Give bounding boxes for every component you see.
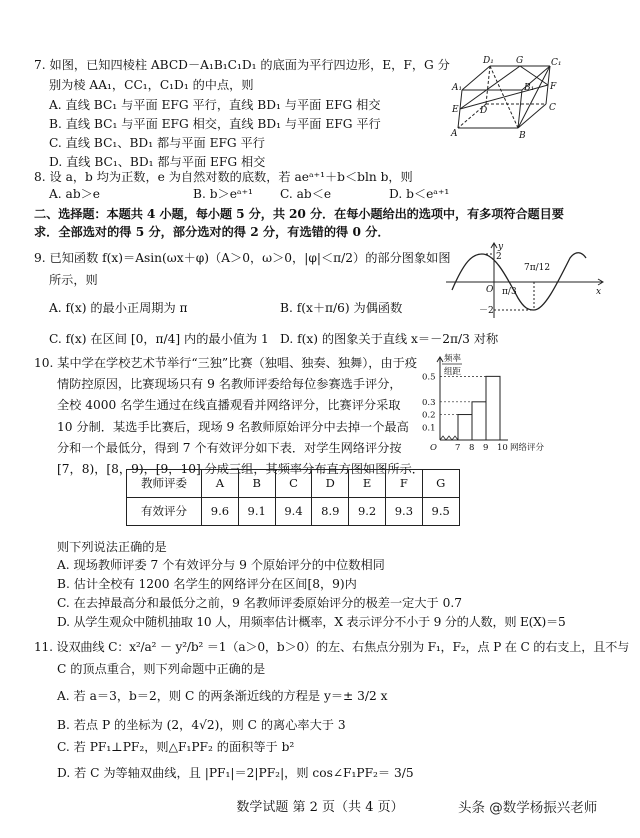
q10-option-d: D. 从学生观众中随机抽取 10 人，用频率估计概率，X 表示评分不小于 9 分的人数，则 E(X)＝5	[57, 615, 566, 629]
q9-x-tick-pi3: π/3	[502, 287, 517, 297]
q8-option-b: B. b＞eᵃ⁺¹	[193, 187, 253, 201]
q11-stem-line1: 11. 设双曲线 C：x²/a² － y²/b² ＝1（a＞0，b＞0）的左、右焦点分别为 F₁，F₂，点 P 在 C 的右支上，且不与	[34, 640, 630, 654]
table-score: 9.1	[238, 498, 275, 526]
q10-prompt: 则下列说法正确的是	[57, 540, 167, 554]
label-e: E	[452, 105, 459, 115]
q10-option-a: A. 现场教师评委 7 个有效评分与 9 个原始评分的中位数相同	[57, 558, 385, 572]
q8-stem: 8. 设 a，b 均为正数，e 为自然对数的底数，若 aeᵃ⁺¹＋b＜bln b，则	[34, 170, 413, 184]
label-b1: B₁	[524, 83, 535, 93]
q11-option-b: B. 若点 P 的坐标为 (2，4√2)，则 C 的离心率大于 3	[57, 718, 346, 732]
q10-histogram	[420, 352, 560, 462]
hist-x-tick: 9	[483, 443, 489, 453]
table-judge: F	[385, 470, 422, 498]
label-d1: D₁	[483, 56, 494, 66]
q10-line3: 全校 4000 名学生通过在线直播观看并网络评分，比赛评分采取	[57, 398, 401, 412]
q10-line6: [7，8)，[8，9)，[9，10] 分成三组，其频率分布直方图如图所示．	[57, 462, 424, 476]
q11-option-d: D. 若 C 为等轴双曲线，且 |PF₁|＝2|PF₂|，则 cos∠F₁PF₂＝ 3/5	[57, 766, 414, 780]
q10-line1: 10. 某中学在学校艺术节举行“三独”比赛（独唱、独奏、独舞），由于疫	[34, 356, 418, 370]
label-c: C	[549, 103, 556, 113]
page-footer: 数学试题 第 2 页（共 4 页）	[236, 800, 404, 815]
q10-line4: 10 分制．某选手比赛后，现场 9 名教师原始评分中去掉一个最高	[57, 420, 409, 434]
q9-x-tick-7pi12: 7π/12	[524, 263, 551, 273]
q9-option-b: B. f(x＋π/6) 为偶函数	[280, 301, 403, 315]
q9-option-d: D. f(x) 的图象关于直线 x＝－2π/3 对称	[280, 332, 499, 346]
q9-option-a: A. f(x) 的最小正周期为 π	[49, 301, 188, 315]
table-header-row	[127, 470, 460, 498]
table-judge: D	[312, 470, 349, 498]
table-judge: B	[238, 470, 275, 498]
q7-stem-line1: 7. 如图，已知四棱柱 ABCD－A₁B₁C₁D₁ 的底面为平行四边形，E，F，G 分	[34, 58, 450, 72]
table-score: 9.3	[385, 498, 422, 526]
hist-x-title: 网络评分	[510, 443, 545, 453]
q9-origin-label: O	[486, 285, 494, 295]
table-score: 9.6	[202, 498, 239, 526]
label-a: A	[451, 129, 458, 139]
label-a1: A₁	[452, 83, 463, 93]
q7-option-b: B. 直线 BC₁ 与平面 EFG 相交，直线 BD₁ 与平面 EFG 平行	[49, 117, 381, 131]
q8-option-a: A. ab＞e	[49, 187, 101, 201]
hist-y-title-top: 频率	[444, 354, 462, 364]
table-score: 9.2	[349, 498, 386, 526]
q10-option-b: B. 估计全校有 1200 名学生的网络评分在区间[8，9)内	[57, 577, 357, 591]
hist-x-tick: 7	[455, 443, 461, 453]
hist-bar-0	[458, 415, 472, 440]
table-score-row	[127, 498, 460, 526]
q9-y-tick-neg: －2	[479, 306, 494, 316]
q7-option-a: A. 直线 BC₁ 与平面 EFG 平行，直线 BD₁ 与平面 EFG 相交	[49, 98, 381, 112]
section2-header-line1: 二、选择题：本题共 4 小题，每小题 5 分，共 20 分．在每小题给出的选项中，有多项符合题目要	[34, 207, 564, 221]
label-d: D	[480, 106, 488, 116]
hist-origin: O	[430, 443, 437, 453]
table-judge: E	[349, 470, 386, 498]
section2-header-line2: 求．全部选对的得 5 分，部分选对的得 2 分，有选错的得 0 分．	[34, 225, 390, 239]
table-score: 9.4	[275, 498, 312, 526]
q11-option-a: A. 若 a＝3，b＝2，则 C 的两条渐近线的方程是 y＝± 3/2 x	[57, 689, 388, 703]
q10-score-table	[126, 469, 460, 526]
label-g: G	[516, 56, 524, 66]
q9-y-axis-label: y	[498, 242, 504, 252]
label-c1: C₁	[551, 58, 562, 68]
watermark: 头条 @数学杨振兴老师	[458, 800, 598, 816]
label-f: F	[550, 82, 557, 92]
q7-option-d: D. 直线 BC₁、BD₁ 都与平面 EFG 相交	[49, 155, 266, 169]
hist-axis-break	[446, 436, 458, 440]
table-score: 9.5	[422, 498, 459, 526]
q10-line2: 情防控原因，比赛现场只有 9 名教师评委给每位参赛选手评分，	[57, 377, 402, 391]
q9-stem-line1: 9. 已知函数 f(x)＝Asin(ωx＋φ)（A＞0，ω＞0，|φ|＜π/2）的部分图象如图	[34, 251, 451, 265]
q9-x-axis-label: x	[596, 287, 602, 297]
hist-bar-1	[472, 402, 486, 440]
q11-option-c: C. 若 PF₁⊥PF₂，则△F₁PF₂ 的面积等于 b²	[57, 740, 295, 754]
q8-option-c: C. ab＜e	[280, 187, 332, 201]
hist-bar-2	[486, 376, 500, 440]
q7-prism-figure	[450, 52, 560, 144]
hist-y-tick: 0.5	[422, 372, 436, 383]
hist-x-tick: 8	[469, 443, 475, 453]
q8-option-d: D. b＜eᵃ⁺¹	[389, 187, 450, 201]
table-judge: A	[202, 470, 239, 498]
q9-option-c: C. f(x) 在区间 [0，π/4] 内的最小值为 1	[49, 332, 269, 346]
q11-stem-line2: C 的顶点重合，则下列命题中正确的是	[57, 662, 266, 676]
table-header-label: 教师评委	[127, 470, 202, 498]
q9-stem-line2: 所示，则	[49, 273, 98, 287]
hist-y-tick: 0.3	[422, 397, 436, 408]
table-judge: C	[275, 470, 312, 498]
q7-option-c: C. 直线 BC₁、BD₁ 都与平面 EFG 平行	[49, 136, 265, 150]
q9-sine-graph	[446, 240, 606, 320]
q9-y-tick-pos: 2	[496, 252, 502, 262]
q10-line5: 分和一个最低分，得到 7 个有效评分如下表．对学生网络评分按	[57, 441, 402, 455]
hist-x-tick: 10	[497, 443, 508, 453]
table-row-label: 有效评分	[127, 498, 202, 526]
q7-stem-line2: 别为棱 AA₁，CC₁，C₁D₁ 的中点，则	[49, 78, 254, 92]
table-judge: G	[422, 470, 459, 498]
hist-y-tick: 0.2	[422, 410, 436, 421]
label-b: B	[519, 131, 526, 141]
hist-y-tick: 0.1	[422, 423, 436, 434]
hist-y-title-bottom: 组距	[444, 367, 462, 377]
q10-option-c: C. 在去掉最高分和最低分之前，9 名教师评委原始评分的极差一定大于 0.7	[57, 596, 462, 610]
table-score: 8.9	[312, 498, 349, 526]
